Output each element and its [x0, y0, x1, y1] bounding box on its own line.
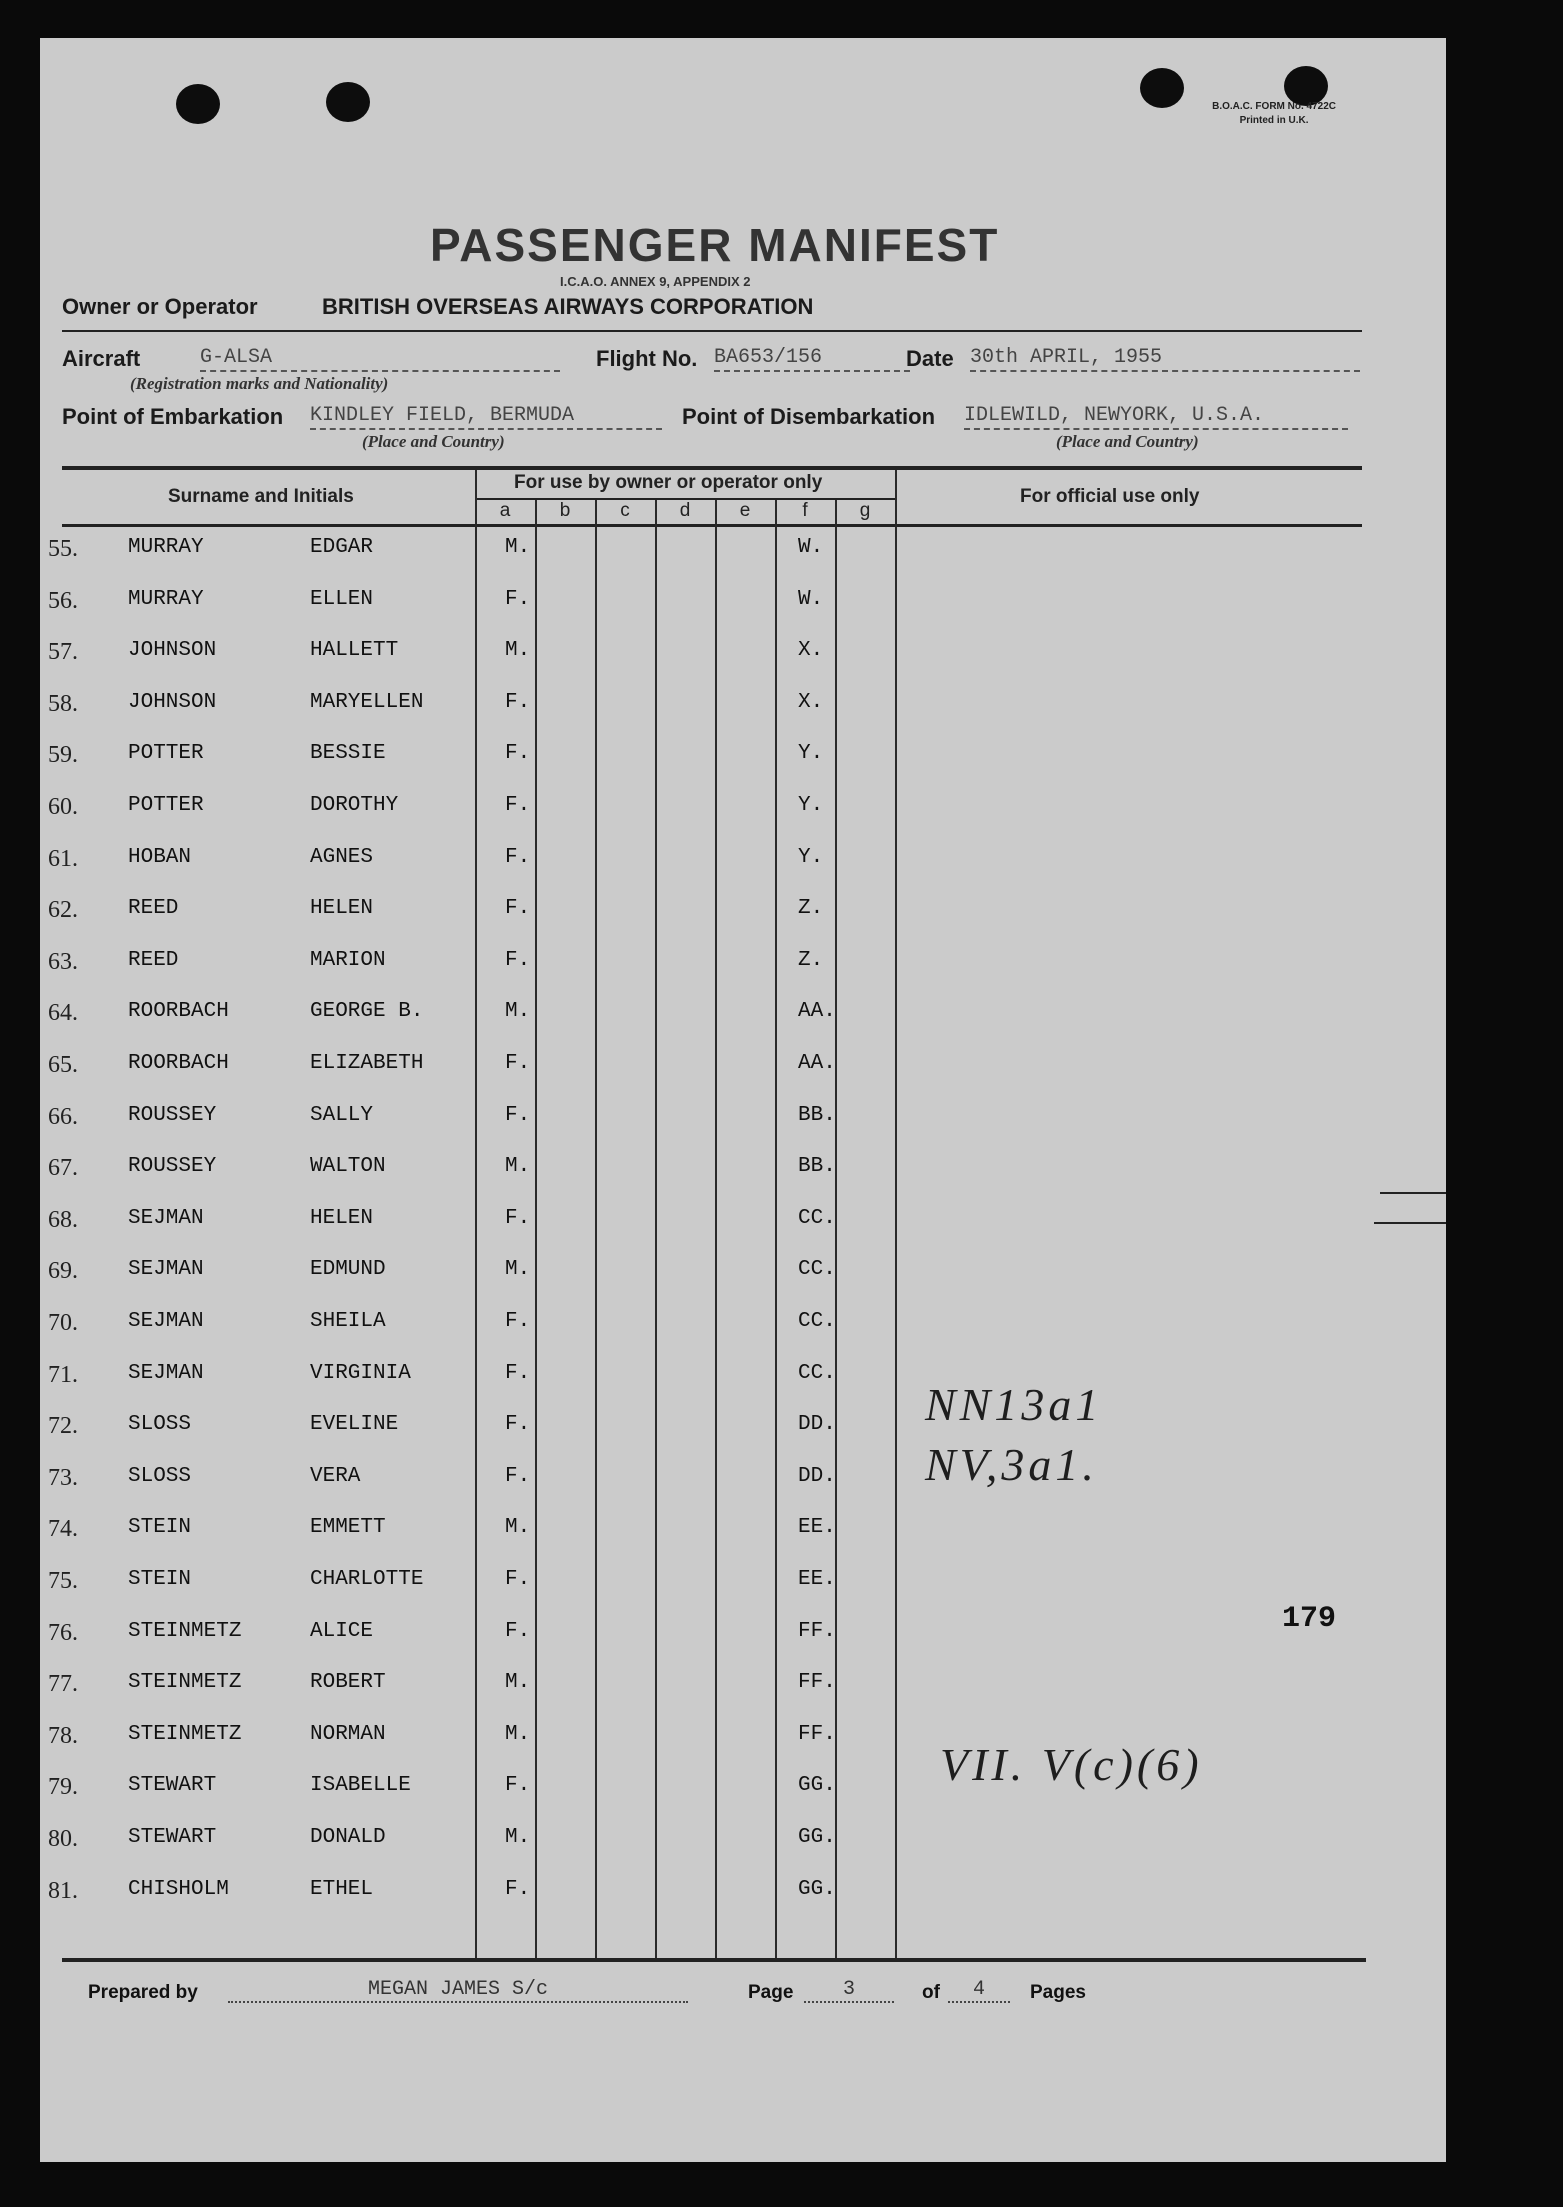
- passenger-group-code: FF.: [798, 1723, 836, 1746]
- header-bottom-rule: [62, 524, 1362, 527]
- passenger-sex: M.: [505, 639, 531, 662]
- passenger-surname: STEINMETZ: [128, 1671, 242, 1694]
- passenger-group-code: EE.: [798, 1516, 836, 1539]
- passenger-number: 56.: [48, 588, 78, 614]
- passenger-number: 75.: [48, 1568, 78, 1594]
- passenger-sex: M.: [505, 1516, 531, 1539]
- passenger-number: 55.: [48, 536, 78, 562]
- date-label: Date: [906, 346, 954, 371]
- column-rule: [595, 500, 597, 1958]
- pages-label: Pages: [1030, 1982, 1086, 2003]
- handwritten-note: NV,3a1.: [925, 1439, 1098, 1490]
- page-label: Page: [748, 1982, 794, 2003]
- passenger-given-name: EVELINE: [310, 1413, 399, 1436]
- passenger-sex: F.: [505, 846, 531, 869]
- handwritten-note: VII. V(c)(6): [940, 1739, 1203, 1790]
- passenger-surname: SLOSS: [128, 1465, 192, 1488]
- passenger-given-name: DOROTHY: [310, 794, 399, 817]
- passenger-sex: F.: [505, 1104, 531, 1127]
- column-letter: d: [679, 500, 691, 521]
- passenger-group-code: Z.: [798, 897, 824, 920]
- passenger-given-name: EDMUND: [310, 1258, 386, 1281]
- aircraft-label: Aircraft: [62, 346, 141, 371]
- passenger-group-code: BB.: [798, 1155, 836, 1178]
- passenger-number: 80.: [48, 1826, 78, 1852]
- passenger-given-name: VIRGINIA: [310, 1362, 411, 1385]
- passenger-number: 62.: [48, 897, 78, 923]
- passenger-surname: HOBAN: [128, 846, 192, 869]
- surname-header: Surname and Initials: [168, 486, 354, 507]
- passenger-sex: F.: [505, 1465, 531, 1488]
- passenger-number: 64.: [48, 1000, 78, 1026]
- passenger-given-name: BESSIE: [310, 742, 386, 765]
- passenger-given-name: EDGAR: [310, 536, 374, 559]
- passenger-surname: SEJMAN: [128, 1207, 204, 1230]
- passenger-sex: M.: [505, 1826, 531, 1849]
- column-letter: b: [559, 500, 571, 521]
- page-value: 3: [804, 1978, 894, 2003]
- passenger-sex: F.: [505, 949, 531, 972]
- flight-value: BA653/156: [714, 346, 910, 372]
- passenger-sex: F.: [505, 742, 531, 765]
- passenger-number: 73.: [48, 1465, 78, 1491]
- table-bottom-rule: [62, 1958, 1366, 1962]
- page-title: PASSENGER MANIFEST: [430, 219, 1000, 271]
- passenger-sex: F.: [505, 1568, 531, 1591]
- passenger-group-code: DD.: [798, 1413, 836, 1436]
- owner-value: BRITISH OVERSEAS AIRWAYS CORPORATION: [322, 294, 814, 319]
- passenger-number: 57.: [48, 639, 78, 665]
- passenger-sex: F.: [505, 1310, 531, 1333]
- passenger-group-code: AA.: [798, 1052, 836, 1075]
- passenger-given-name: ELIZABETH: [310, 1052, 424, 1075]
- passenger-group-code: Y.: [798, 846, 824, 869]
- manifest-sheet: [40, 38, 1446, 2162]
- column-letter: g: [859, 500, 871, 521]
- passenger-group-code: CC.: [798, 1258, 836, 1281]
- disembark-note: (Place and Country): [1056, 432, 1199, 451]
- passenger-given-name: ROBERT: [310, 1671, 386, 1694]
- passenger-given-name: SALLY: [310, 1104, 374, 1127]
- passenger-surname: STEIN: [128, 1516, 192, 1539]
- passenger-given-name: CHARLOTTE: [310, 1568, 424, 1591]
- passenger-group-code: DD.: [798, 1465, 836, 1488]
- passenger-surname: JOHNSON: [128, 691, 217, 714]
- passenger-sex: F.: [505, 897, 531, 920]
- passenger-surname: CHISHOLM: [128, 1878, 229, 1901]
- passenger-number: 67.: [48, 1155, 78, 1181]
- passenger-number: 81.: [48, 1878, 78, 1904]
- passenger-number: 70.: [48, 1310, 78, 1336]
- passenger-given-name: ELLEN: [310, 588, 374, 611]
- passenger-group-code: CC.: [798, 1362, 836, 1385]
- passenger-given-name: VERA: [310, 1465, 361, 1488]
- aircraft-value: G-ALSA: [200, 346, 560, 372]
- page-stamp-number: 179: [1282, 1602, 1337, 1636]
- flight-label: Flight No.: [596, 346, 698, 371]
- passenger-sex: F.: [505, 1878, 531, 1901]
- passenger-sex: F.: [505, 1362, 531, 1385]
- page-subtitle: I.C.A.O. ANNEX 9, APPENDIX 2: [560, 274, 751, 289]
- passenger-number: 71.: [48, 1362, 78, 1388]
- column-letter: e: [739, 500, 751, 521]
- passenger-number: 68.: [48, 1207, 78, 1233]
- passenger-surname: REED: [128, 897, 179, 920]
- passenger-given-name: MARYELLEN: [310, 691, 424, 714]
- prepared-value: MEGAN JAMES S/c: [228, 1978, 688, 2003]
- passenger-surname: ROORBACH: [128, 1052, 229, 1075]
- passenger-group-code: GG.: [798, 1878, 836, 1901]
- passenger-number: 63.: [48, 949, 78, 975]
- punch-hole: [1140, 68, 1184, 108]
- passenger-surname: SEJMAN: [128, 1362, 204, 1385]
- passenger-surname: MURRAY: [128, 536, 204, 559]
- passenger-given-name: MARION: [310, 949, 386, 972]
- form-number-block: [1212, 100, 1336, 128]
- passenger-sex: M.: [505, 1723, 531, 1746]
- column-letter: a: [499, 500, 511, 521]
- form-number: B.O.A.C. FORM No. 4722C: [1212, 101, 1336, 112]
- official-use-header: For official use only: [1020, 486, 1200, 507]
- passenger-group-code: W.: [798, 588, 824, 611]
- owner-label: Owner or Operator: [62, 294, 258, 319]
- passenger-sex: M.: [505, 1258, 531, 1281]
- passenger-group-code: GG.: [798, 1774, 836, 1797]
- passenger-given-name: ALICE: [310, 1620, 374, 1643]
- margin-mark: [1380, 1192, 1446, 1194]
- passenger-surname: REED: [128, 949, 179, 972]
- of-label: of: [922, 1982, 940, 2003]
- column-rule: [775, 500, 777, 1958]
- passenger-number: 74.: [48, 1516, 78, 1542]
- passenger-given-name: GEORGE B.: [310, 1000, 424, 1023]
- passenger-surname: SLOSS: [128, 1413, 192, 1436]
- passenger-sex: M.: [505, 536, 531, 559]
- passenger-sex: F.: [505, 1413, 531, 1436]
- column-rule: [715, 500, 717, 1958]
- passenger-group-code: BB.: [798, 1104, 836, 1127]
- passenger-group-code: CC.: [798, 1310, 836, 1333]
- passenger-surname: ROUSSEY: [128, 1104, 217, 1127]
- passenger-surname: STEINMETZ: [128, 1620, 242, 1643]
- passenger-number: 59.: [48, 742, 78, 768]
- margin-mark: [1374, 1222, 1446, 1224]
- table-top-rule: [62, 466, 1362, 470]
- passenger-surname: SEJMAN: [128, 1258, 204, 1281]
- passenger-given-name: DONALD: [310, 1826, 386, 1849]
- passenger-number: 76.: [48, 1620, 78, 1646]
- passenger-number: 78.: [48, 1723, 78, 1749]
- passenger-surname: SEJMAN: [128, 1310, 204, 1333]
- passenger-sex: M.: [505, 1155, 531, 1178]
- prepared-label: Prepared by: [88, 1982, 198, 2003]
- passenger-given-name: AGNES: [310, 846, 374, 869]
- passenger-group-code: AA.: [798, 1000, 836, 1023]
- passenger-surname: STEWART: [128, 1774, 217, 1797]
- passenger-group-code: GG.: [798, 1826, 836, 1849]
- disembark-label: Point of Disembarkation: [682, 404, 936, 429]
- passenger-given-name: NORMAN: [310, 1723, 386, 1746]
- passenger-number: 60.: [48, 794, 78, 820]
- owner-use-header: For use by owner or operator only: [514, 472, 823, 493]
- date-value: 30th APRIL, 1955: [970, 346, 1360, 372]
- punch-hole: [326, 82, 370, 122]
- passenger-sex: F.: [505, 1207, 531, 1230]
- passenger-surname: STEINMETZ: [128, 1723, 242, 1746]
- passenger-surname: STEWART: [128, 1826, 217, 1849]
- passenger-group-code: EE.: [798, 1568, 836, 1591]
- passenger-surname: POTTER: [128, 742, 204, 765]
- column-rule: [535, 500, 537, 1958]
- passenger-given-name: HELEN: [310, 1207, 374, 1230]
- passenger-group-code: X.: [798, 691, 824, 714]
- passenger-given-name: HELEN: [310, 897, 374, 920]
- column-letter: f: [802, 500, 808, 521]
- passenger-given-name: HALLETT: [310, 639, 399, 662]
- passenger-group-code: FF.: [798, 1620, 836, 1643]
- passenger-given-name: SHEILA: [310, 1310, 386, 1333]
- passenger-surname: POTTER: [128, 794, 204, 817]
- passenger-sex: F.: [505, 588, 531, 611]
- passenger-group-code: Y.: [798, 742, 824, 765]
- passenger-sex: F.: [505, 1774, 531, 1797]
- handwritten-note: NN13a1: [925, 1379, 1103, 1430]
- passenger-sex: F.: [505, 1620, 531, 1643]
- passenger-number: 65.: [48, 1052, 78, 1078]
- embark-note: (Place and Country): [362, 432, 505, 451]
- passenger-number: 69.: [48, 1258, 78, 1284]
- passenger-number: 66.: [48, 1104, 78, 1130]
- passenger-number: 58.: [48, 691, 78, 717]
- of-value: 4: [948, 1978, 1010, 2003]
- embark-label: Point of Embarkation: [62, 404, 284, 429]
- column-rule: [655, 500, 657, 1958]
- passenger-sex: F.: [505, 1052, 531, 1075]
- punch-hole: [176, 84, 220, 124]
- passenger-group-code: CC.: [798, 1207, 836, 1230]
- divider: [62, 330, 1362, 332]
- passenger-given-name: WALTON: [310, 1155, 386, 1178]
- passenger-given-name: ISABELLE: [310, 1774, 411, 1797]
- passenger-group-code: Y.: [798, 794, 824, 817]
- passenger-given-name: EMMETT: [310, 1516, 386, 1539]
- passenger-sex: F.: [505, 794, 531, 817]
- printed-note: Printed in U.K.: [1239, 115, 1309, 126]
- column-rule: [895, 470, 897, 1958]
- passenger-surname: MURRAY: [128, 588, 204, 611]
- column-rule: [475, 470, 477, 1958]
- passenger-given-name: ETHEL: [310, 1878, 374, 1901]
- passenger-group-code: Z.: [798, 949, 824, 972]
- passenger-number: 72.: [48, 1413, 78, 1439]
- passenger-number: 61.: [48, 846, 78, 872]
- passenger-sex: F.: [505, 691, 531, 714]
- passenger-sex: M.: [505, 1671, 531, 1694]
- passenger-number: 79.: [48, 1774, 78, 1800]
- column-letter: c: [620, 500, 630, 521]
- passenger-number: 77.: [48, 1671, 78, 1697]
- passenger-surname: ROORBACH: [128, 1000, 229, 1023]
- passenger-surname: ROUSSEY: [128, 1155, 217, 1178]
- passenger-group-code: W.: [798, 536, 824, 559]
- disembark-value: IDLEWILD, NEWYORK, U.S.A.: [964, 404, 1348, 430]
- passenger-sex: M.: [505, 1000, 531, 1023]
- passenger-surname: JOHNSON: [128, 639, 217, 662]
- passenger-group-code: FF.: [798, 1671, 836, 1694]
- passenger-surname: STEIN: [128, 1568, 192, 1591]
- passenger-group-code: X.: [798, 639, 824, 662]
- embark-value: KINDLEY FIELD, BERMUDA: [310, 404, 662, 430]
- aircraft-note: (Registration marks and Nationality): [130, 374, 389, 393]
